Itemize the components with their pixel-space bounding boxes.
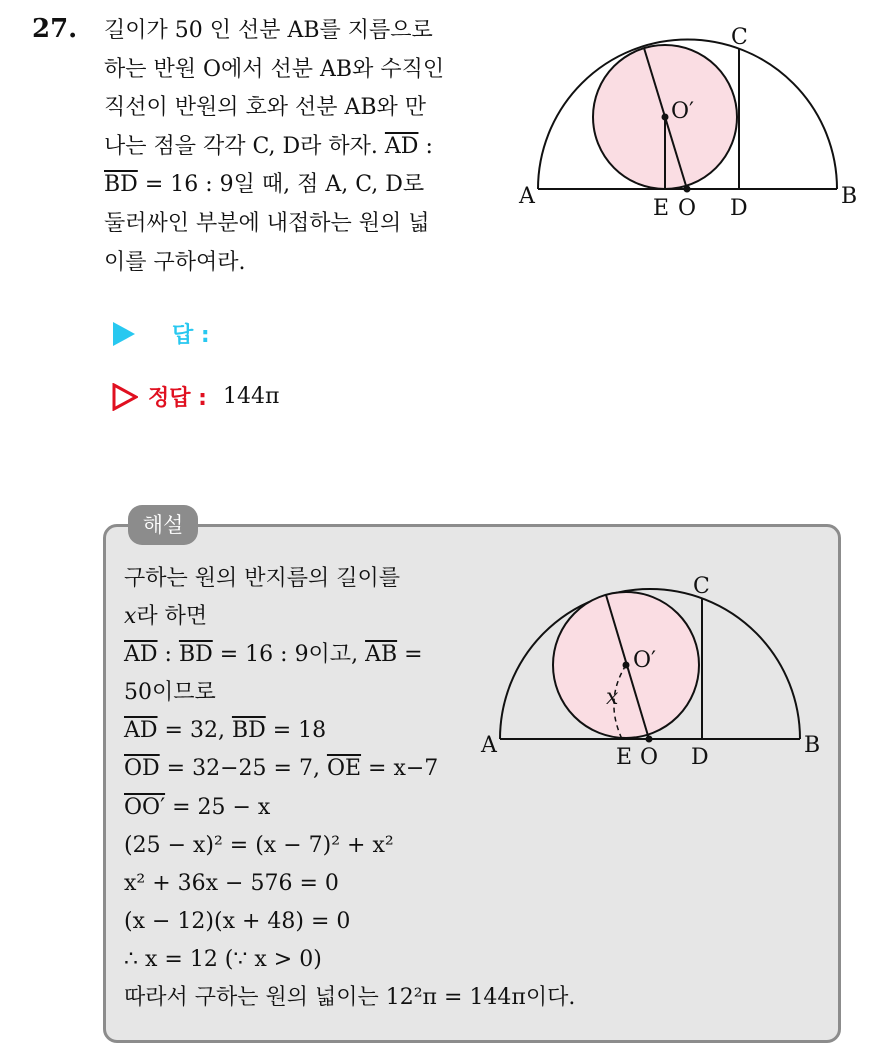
question-number: 27. [32,14,78,44]
ratio-text: = 16 : 9이고, [212,642,366,668]
solution-line-1: 구하는 원의 반지름의 길이를 [124,566,401,591]
question-line-2: 하는 반원 O에서 선분 AB와 수직인 [104,56,445,82]
solution-line-2-rest: 라 하면 [136,604,208,630]
sol-label-oprime: O′ [633,648,657,673]
correct-answer-row [112,381,279,412]
sol-label-c: C [693,574,710,599]
seg-bd: $\overline{BD}$ [178,642,213,668]
seg-ad-2: $\overline{AD}$ [124,718,158,744]
question-line-3: 직선이 반원의 호와 선분 AB와 만 [104,95,427,121]
sol-center-o-dot [646,736,653,743]
label-c: C [731,25,748,50]
sol-label-o: O [640,745,659,770]
outline-arrow-icon [112,383,138,411]
seg-ab: $\overline{AB}$ [365,642,398,668]
sol-label-a: A [481,733,497,758]
answer-row [112,318,210,349]
question-line-4 [104,128,504,167]
center-oprime-dot [662,114,669,121]
label-o: O [678,196,697,221]
label-a: A [519,184,535,209]
bd-value: = 18 [265,718,327,744]
segment-bd: $\overline{BD}$ [104,172,138,198]
sol-center-oprime-dot [623,662,630,669]
seg-od: $\overline{OD}$ [124,756,160,782]
equals: = [397,642,423,668]
seg-sep: : [157,642,179,668]
correct-answer-label: 정답 : [148,386,207,411]
solution-line-10: (x − 12)(x + 48) = 0 [124,908,351,934]
label-d: D [730,196,748,221]
problem-figure [515,18,875,248]
solution-line-12: 따라서 구하는 원의 넓이는 12²π = 144π이다. [124,985,576,1011]
ooprime-value: = 25 − x [165,794,271,820]
answer-label: 답 : [172,323,210,348]
solution-line-8: (25 − x)² = (x − 7)² + x² [124,832,394,858]
seg-ooprime: OO′ [124,794,166,820]
correct-answer-value: 144π [222,384,280,409]
center-o-dot [684,186,691,193]
label-e: E [653,196,670,221]
label-b: B [841,184,858,209]
question-line-7: 이를 구하여라. [104,249,246,275]
label-oprime: O′ [671,99,695,124]
question-line-1: 길이가 50 인 선분 AB를 지름으로 [104,18,433,43]
segment-ad: $\overline{AD}$ [384,133,419,159]
variable-x: x [124,604,137,630]
solution-figure [475,570,835,770]
question-line-4-main: 나는 점을 각각 C, D라 하자. [104,133,378,159]
solution-line-4: 50이므로 [124,680,216,706]
question-line-6: 둘러싸인 부분에 내접하는 원의 넓 [104,210,430,236]
od-value: = 32−25 = 7, [159,756,327,782]
solution-line-9: x² + 36x − 576 = 0 [124,870,339,896]
question-line-5 [104,166,504,205]
ad-value: = 32, [157,718,232,744]
sol-label-b: B [804,733,821,758]
sol-label-x: x [606,685,619,710]
sol-label-e: E [616,745,633,770]
solution-line-7 [124,789,575,827]
question-text [104,12,504,282]
solution-tab: 해설 [128,505,198,545]
solution-line-11: ∴ x = 12 (∵ x > 0) [124,946,322,972]
oe-value: = x−7 [361,756,439,782]
sol-label-d: D [691,745,709,770]
question-line-5-rest: = 16 : 9일 때, 점 A, C, D로 [144,172,425,198]
play-arrow-icon [112,321,136,347]
seg-bd-2: $\overline{BD}$ [231,718,266,744]
seg-ad: $\overline{AD}$ [124,642,158,668]
colon: : [425,133,433,159]
seg-oe: $\overline{OE}$ [326,756,362,782]
